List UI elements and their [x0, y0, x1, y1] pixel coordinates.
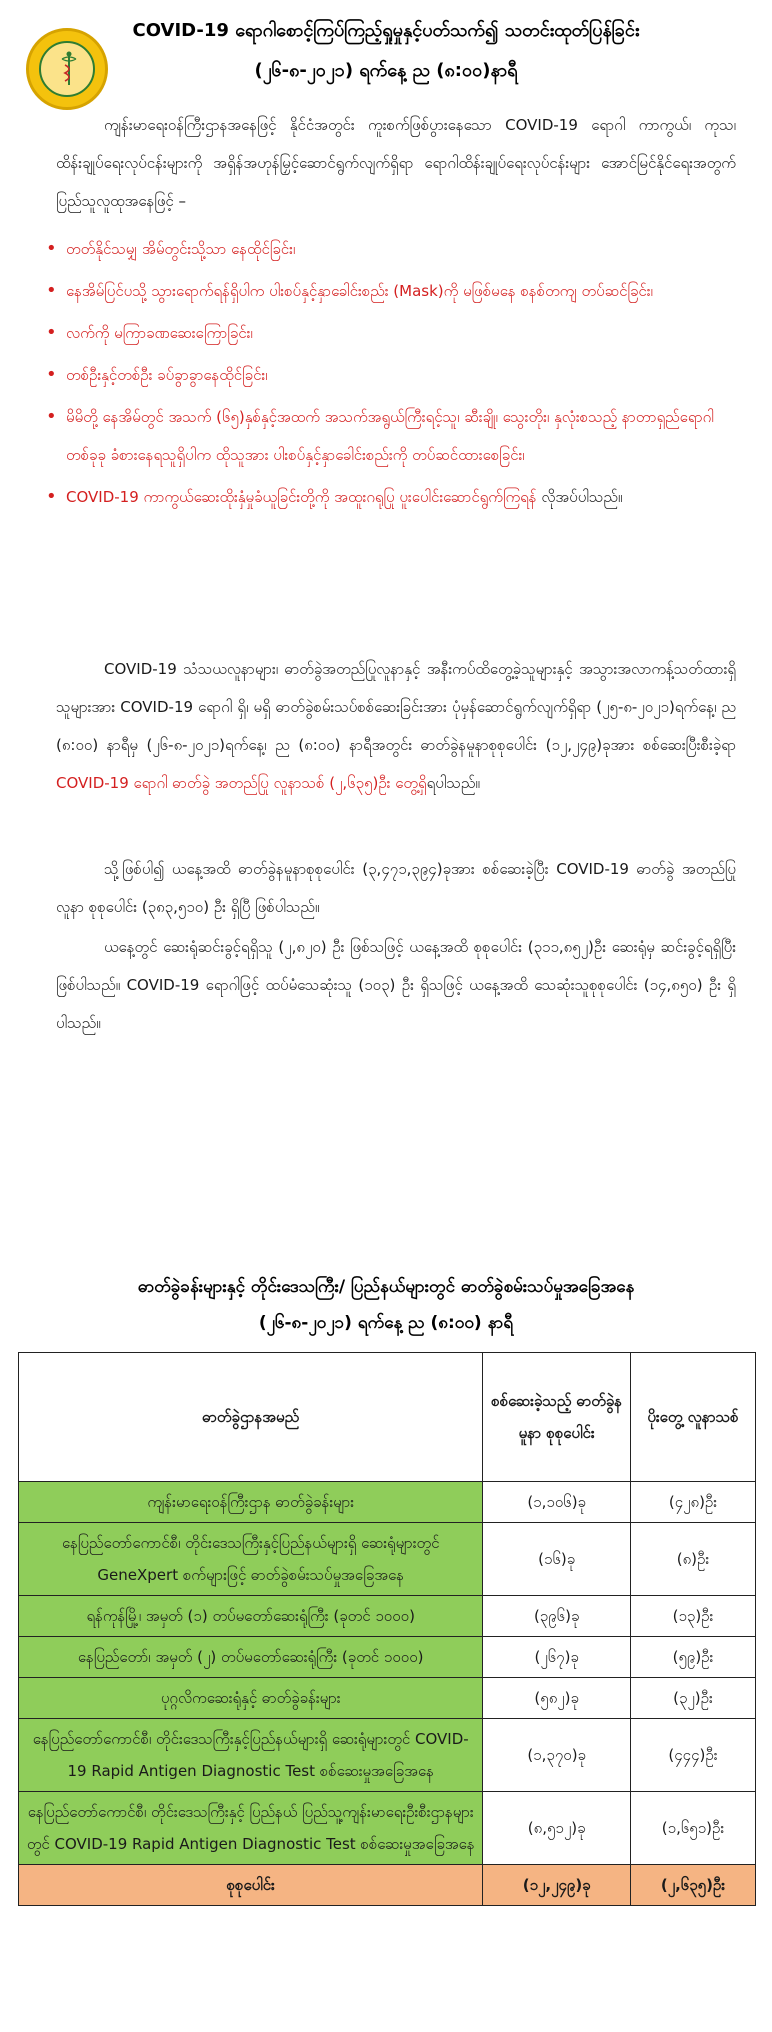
- lab-name-cell: နေပြည်တော်ကောင်စီ၊ တိုင်းဒေသကြီးနှင့်ပြည်နယ်များရှိ ဆေးရုံများတွင် GeneXpert စက်များဖြင့် ဓာတ်ခွဲစမ်းသပ်မှုအခြေအနေ: [19, 1523, 483, 1596]
- tested-cell: (၁၆)ခု: [483, 1523, 631, 1596]
- tested-cell: (၈,၅၁၂)ခု: [483, 1792, 631, 1865]
- table-row: [19, 1482, 756, 1523]
- positive-cell: (၅၉)ဦး: [630, 1637, 755, 1678]
- guidance-item: • နေအိမ်ပြင်ပသို့ သွားရောက်ရန်ရှိပါက ပါးစပ်နှင့်နှာခေါင်းစည်း (Mask)ကို မဖြစ်မနေ စနစ်တကျ တပ်ဆင်ခြင်း၊: [42, 272, 742, 310]
- lab-name-cell: နေပြည်တော်ကောင်စီ၊ တိုင်းဒေသကြီးနှင့် ပြည်နယ် ပြည်သူ့ကျန်းမာရေးဦးစီးဌာနများတွင် COVID-19 Rapid Antigen Diagnostic Test စစ်ဆေးမှုအခြေအနေ: [19, 1792, 483, 1865]
- lab-section-datetime: (၂၆-၈-၂၀၂၁) ရက်နေ့ ည (၈:၀၀) နာရီ: [258, 1313, 514, 1333]
- intro-paragraph: ကျန်းမာရေးဝန်ကြီးဌာနအနေဖြင့် နိုင်ငံအတွင်း ကူးစက်ဖြစ်ပွားနေသော COVID-19 ရောဂါ ကာကွယ်၊ ကုသ၊ ထိန်းချုပ်ရေးလုပ်ငန်းများကို အရှိန်အဟုန်မြှင့်ဆောင်ရွက်လျက်ရှိရာ ရောဂါထိန်းချုပ်ရေးလုပ်ငန်းများ အောင်မြင်နိုင်ရေးအတွက် ပြည်သူလူထုအနေဖြင့် –: [56, 116, 736, 210]
- positive-cell: (၁၃)ဦး: [630, 1596, 755, 1637]
- guidance-item: • တတ်နိုင်သမျှ အိမ်တွင်းသို့သာ နေထိုင်ခြင်း၊: [42, 230, 742, 268]
- guidance-item: • မိမိတို့ နေအိမ်တွင် အသက် (၆၅)နှစ်နှင့်အထက် အသက်အရွယ်ကြီးရင့်သူ၊ ဆီးချို၊ သွေးတိုး၊ နှလုံးစသည့် နာတာရှည်ရောဂါတစ်ခုခု ခံစားနေရသူရှိပါက ထိုသူအား ပါးစပ်နှင့်နှာခေါင်းစည်းကို တပ်ဆင်ထားစေခြင်း၊: [42, 398, 742, 474]
- table-row: [19, 1637, 756, 1678]
- table-row: [19, 1719, 756, 1792]
- tested-cell: (၅၈၂)ခု: [483, 1678, 631, 1719]
- testing-summary-paragraph: [56, 650, 736, 802]
- cumulative-cases-paragraph: သို့ဖြစ်ပါ၍ ယနေ့အထိ ဓာတ်ခွဲနမူနာစုစုပေါင်း (၃,၄၇၁,၃၉၄)ခုအား စစ်ဆေးခဲ့ပြီး COVID-19 ဓာတ်ခွဲ အတည်ပြုလူနာ စုစုပေါင်း (၃၈၃,၅၁၀) ဦး ရှိပြီ ဖြစ်ပါသည်။: [56, 860, 736, 916]
- lab-name-cell: နေပြည်တော်ကောင်စီ၊ တိုင်းဒေသကြီးနှင့်ပြည်နယ်များရှိ ဆေးရုံများတွင် COVID-19 Rapid Antigen Diagnostic Test စစ်ဆေးမှုအခြေအနေ: [19, 1719, 483, 1792]
- table-row: [19, 1523, 756, 1596]
- tested-cell: (၂၆၇)ခု: [483, 1637, 631, 1678]
- testing-summary-text: COVID-19 သံသယလူနာများ၊ ဓာတ်ခွဲအတည်ပြုလူနာနှင့် အနီးကပ်ထိတွေ့ခဲ့သူများနှင့် အသွားအလာကန့်သတ်ထားရှိသူများအား COVID-19 ရောဂါ ရှိ၊ မရှိ ဓာတ်ခွဲစမ်းသပ်စစ်ဆေးခြင်းအား ပုံမှန်ဆောင်ရွက်လျက်ရှိရာ (၂၅-၈-၂၀၂၁)ရက်နေ့၊ ည (၈:၀၀) နာရီမှ (၂၆-၈-၂၀၂၁)ရက်နေ့၊ ည (၈:၀၀) နာရီအတွင်း ဓာတ်ခွဲနမူနာစုစုပေါင်း (၁၂,၂၄၉)ခုအား စစ်ဆေးပြီးစီးခဲ့ရာ: [56, 660, 736, 754]
- guidance-item: • လက်ကို မကြာခဏဆေးကြောခြင်း၊: [42, 314, 742, 352]
- table-row: [19, 1596, 756, 1637]
- press-release-title: COVID-19 ရောဂါစောင့်ကြပ်ကြည့်ရှုမှုနှင့်ပတ်သက်၍ သတင်းထုတ်ပြန်ခြင်း: [132, 20, 640, 41]
- new-cases-highlight: COVID-19 ရောဂါ ဓာတ်ခွဲ အတည်ပြု လူနာသစ် (၂,၆၃၅)ဦး တွေ့ရှိ: [56, 774, 427, 792]
- positive-cell: (၁,၆၅၁)ဦး: [630, 1792, 755, 1865]
- table-row: [19, 1792, 756, 1865]
- total-label-cell: စုစုပေါင်း: [19, 1865, 483, 1906]
- lab-name-cell: ပုဂ္ဂလိကဆေးရုံနှင့် ဓာတ်ခွဲခန်းများ: [19, 1678, 483, 1719]
- table-total-row: [19, 1865, 756, 1906]
- header-tested: စစ်ဆေးခဲ့သည့် ဓာတ်ခွဲနမူနာ စုစုပေါင်း: [483, 1353, 631, 1482]
- guidance-list: [42, 230, 742, 520]
- guidance-item: • COVID-19 ကာကွယ်ဆေးထိုးနှံမှုခံယူခြင်းတို့ကို အထူးဂရုပြု ပူးပေါင်းဆောင်ရွက်ကြရန် လိုအပ်ပါသည်။: [42, 478, 742, 516]
- guidance-tail: လိုအပ်ပါသည်။: [541, 488, 623, 506]
- total-positive-cell: (၂,၆၃၅)ဦး: [630, 1865, 755, 1906]
- lab-name-cell: နေပြည်တော်၊ အမှတ် (၂) တပ်မတော်ဆေးရုံကြီး (ခုတင် ၁၀၀၀): [19, 1637, 483, 1678]
- positive-cell: (၃၂)ဦး: [630, 1678, 755, 1719]
- total-tested-cell: (၁၂,၂၄၉)ခု: [483, 1865, 631, 1906]
- table-row: [19, 1678, 756, 1719]
- positive-cell: (၄၂၈)ဦး: [630, 1482, 755, 1523]
- tested-cell: (၃၉၆)ခု: [483, 1596, 631, 1637]
- press-release-datetime: (၂၆-၈-၂၀၂၁) ရက်နေ့ ည (၈:၀၀)နာရီ: [254, 60, 518, 81]
- lab-section-title: ဓာတ်ခွဲခန်းများနှင့် တိုင်းဒေသကြီး/ ပြည်နယ်များတွင် ဓာတ်ခွဲစမ်းသပ်မှုအခြေအနေ: [137, 1277, 635, 1297]
- positive-cell: (၄၄၄)ဦး: [630, 1719, 755, 1792]
- tested-cell: (၁,၃၇၀)ခု: [483, 1719, 631, 1792]
- lab-name-cell: ရန်ကုန်မြို့၊ အမှတ် (၁) တပ်မတော်ဆေးရုံကြီး (ခုတင် ၁၀၀၀): [19, 1596, 483, 1637]
- header-new-positive: ပိုးတွေ့ လူနာသစ်: [630, 1353, 755, 1482]
- lab-results-table: [18, 1352, 756, 1906]
- testing-summary-end: ရပါသည်။: [426, 774, 480, 792]
- recoveries-deaths-paragraph: ယနေ့တွင် ဆေးရုံဆင်းခွင့်ရရှိသူ (၂,၈၂၀) ဦး ဖြစ်သဖြင့် ယနေ့အထိ စုစုပေါင်း (၃၁၁,၈၅၂)ဦး ဆေးရုံမှ ဆင်းခွင့်ရရှိပြီး ဖြစ်ပါသည်။ COVID-19 ရောဂါဖြင့် ထပ်မံသေဆုံးသူ (၁၀၃) ဦး ရှိသဖြင့် ယနေ့အထိ သေဆုံးသူစုစုပေါင်း (၁၄,၈၅၀) ဦး ရှိပါသည်။: [56, 938, 736, 1032]
- table-header-row: [19, 1353, 756, 1482]
- lab-name-cell: ကျန်းမာရေးဝန်ကြီးဌာန ဓာတ်ခွဲခန်းများ: [19, 1482, 483, 1523]
- tested-cell: (၁,၁၀၆)ခု: [483, 1482, 631, 1523]
- positive-cell: (၈)ဦး: [630, 1523, 755, 1596]
- guidance-item: • တစ်ဦးနှင့်တစ်ဦး ခပ်ခွာခွာနေထိုင်ခြင်း၊: [42, 356, 742, 394]
- header-lab-name: ဓာတ်ခွဲဌာနအမည်: [19, 1353, 483, 1482]
